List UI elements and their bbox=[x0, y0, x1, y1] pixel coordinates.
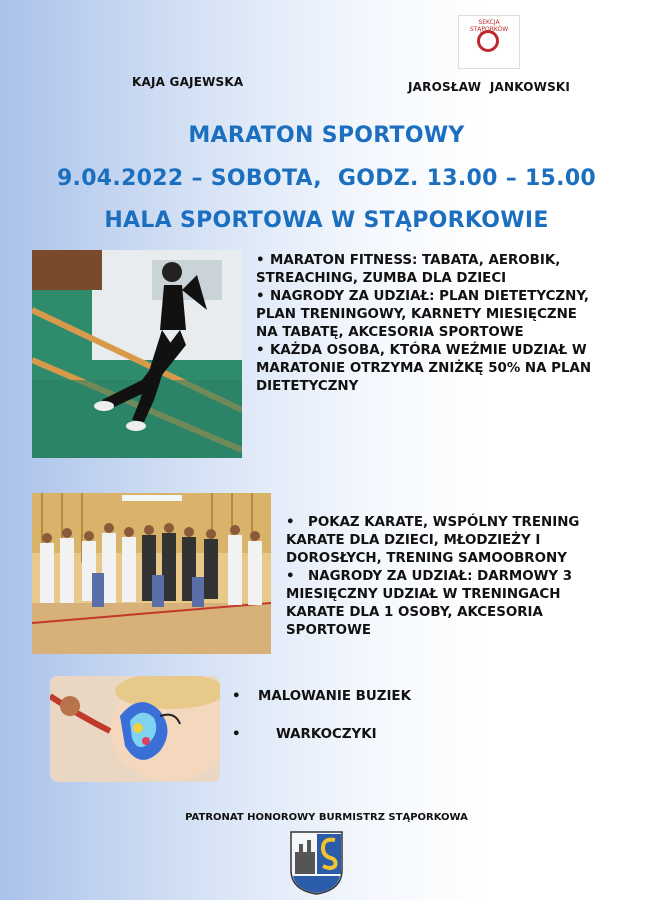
club-logo-emblem bbox=[477, 30, 499, 52]
list-item: • MALOWANIE BUZIEK bbox=[232, 689, 411, 704]
list-item: • WARKOCZYKI bbox=[232, 727, 377, 742]
section1-list bbox=[256, 252, 601, 396]
section3-list bbox=[232, 688, 482, 744]
honorary-patronage: PATRONAT HONOROWY BURMISTRZ STĄPORKOWA bbox=[185, 812, 468, 823]
section2-list bbox=[286, 514, 616, 640]
list-item: • POKAZ KARATE, WSPÓLNY TRENING KARATE DLA DZIECI, MŁODZIEŻY I DOROSŁYCH, TRENING SAMOOBRONY bbox=[286, 515, 580, 566]
event-venue: HALA SPORTOWA W STĄPORKOWIE bbox=[104, 208, 549, 233]
face-painting-photo bbox=[50, 676, 220, 782]
list-item: • MARATON FITNESS: TABATA, AEROBIK, STREACHING, ZUMBA DLA DZIECI bbox=[256, 253, 561, 286]
organizer-left: KAJA GAJEWSKA bbox=[132, 75, 244, 89]
event-title: MARATON SPORTOWY bbox=[188, 123, 465, 148]
organizer-right: JAROSŁAW JANKOWSKI bbox=[408, 80, 571, 94]
event-date: 9.04.2022 – SOBOTA, GODZ. 13.00 – 15.00 bbox=[56, 166, 597, 191]
club-logo bbox=[458, 15, 520, 69]
list-item: • KAŻDA OSOBA, KTÓRA WEŹMIE UDZIAŁ W MARATONIE OTRZYMA ZNIŻKĘ 50% NA PLAN DIETETYCZNY bbox=[256, 343, 592, 394]
list-item: • NAGRODY ZA UDZIAŁ: PLAN DIETETYCZNY, PLAN TRENINGOWY, KARNETY MIESIĘCZNE NA TABATĘ, AKCESORIA SPORTOWE bbox=[256, 289, 589, 340]
karate-group-photo bbox=[32, 493, 271, 654]
fitness-photo bbox=[32, 250, 242, 458]
town-crest bbox=[289, 830, 344, 896]
club-logo-text: SEKCJA STĄPORKÓW bbox=[469, 19, 509, 33]
list-item: • NAGRODY ZA UDZIAŁ: DARMOWY 3 MIESIĘCZNY UDZIAŁ W TRENINGACH KARATE DLA 1 OSOBY, AKCESORIA SPORTOWE bbox=[286, 569, 573, 638]
